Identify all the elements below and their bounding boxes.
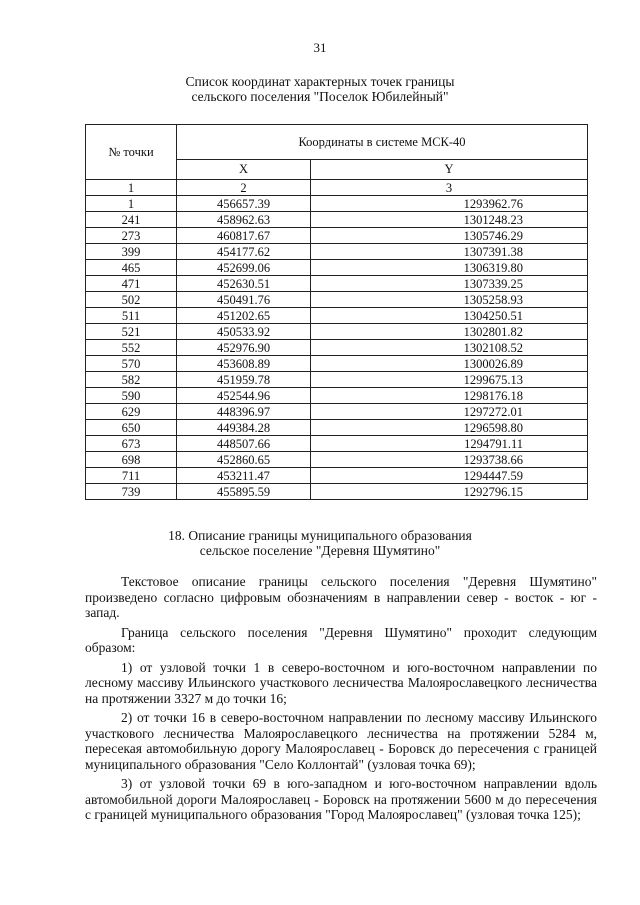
x-coordinate-cell: 449384.28 [177,420,311,436]
x-coordinate-cell: 452860.65 [177,452,311,468]
section-title-line-2: сельское поселение "Деревня Шумятино" [199,543,441,558]
x-coordinate-cell: 452630.51 [177,276,311,292]
x-coordinate-cell: 454177.62 [177,244,311,260]
section-title [0,528,640,558]
x-coordinate-cell: 452976.90 [177,340,311,356]
table-title-line-1: Список координат характерных точек границы [185,74,455,89]
y-coordinate-cell: 1304250.51 [311,308,588,324]
x-coordinate-cell: 452699.06 [177,260,311,276]
y-coordinate-cell: 1292796.15 [311,484,588,500]
y-coordinate-cell: 1302801.82 [311,324,588,340]
paragraph: 3) от узловой точки 69 в юго-западном и юго-восточном направлении вдоль автомобильной дороги Малоярославец - Боровск на протяжении 5600 м до пересечения с границей муниципального образования "Город Малоярославец" (узловая точка 125); [85,776,597,822]
y-coordinate-cell: 1299675.13 [311,372,588,388]
table-row [86,244,588,260]
point-number-cell: 570 [86,356,177,372]
table-row [86,388,588,404]
table-row [86,308,588,324]
index-cell-2: 2 [177,180,311,196]
paragraph: 1) от узловой точки 1 в северо-восточном и юго-восточном направлении по лесному массиву Ильинского участкового лесничества Малоярославецкого лесничества на протяжении 3327 м до точки 16; [85,659,597,706]
point-number-cell: 1 [86,196,177,212]
point-number-cell: 698 [86,452,177,468]
table-row [86,292,588,308]
point-number-cell: 629 [86,404,177,420]
table-row [86,228,588,244]
point-number-cell: 502 [86,292,177,308]
header-x: X [177,159,311,179]
point-number-cell: 650 [86,420,177,436]
point-number-cell: 471 [86,276,177,292]
table-row [86,356,588,372]
x-coordinate-cell: 460817.67 [177,228,311,244]
table-row [86,420,588,436]
table-row [86,196,588,212]
page-number: 31 [313,40,327,55]
x-coordinate-cell: 456657.39 [177,196,311,212]
point-number-cell: 521 [86,324,177,340]
table-row [86,212,588,228]
y-coordinate-cell: 1305258.93 [311,292,588,308]
y-coordinate-cell: 1307339.25 [311,276,588,292]
coordinates-table [85,124,588,500]
y-coordinate-cell: 1293962.76 [311,196,588,212]
table-row [86,468,588,484]
point-number-cell: 241 [86,212,177,228]
x-coordinate-cell: 451959.78 [177,372,311,388]
table-row [86,260,588,276]
x-coordinate-cell: 448507.66 [177,436,311,452]
x-coordinate-cell: 450533.92 [177,324,311,340]
x-coordinate-cell: 450491.76 [177,292,311,308]
table-row [86,340,588,356]
point-number-cell: 511 [86,308,177,324]
paragraph: 2) от точки 16 в северо-восточном направлении по лесному массиву Ильинского участкового лесничества Малоярославецкого лесничества на протяжении 5284 м, пересекая автомобильную дорогу Малоярославец - Боровск до пересечения с границей муниципального образования "Село Коллонтай" (узловая точка 69); [85,710,597,772]
point-number-cell: 399 [86,244,177,260]
table-row [86,324,588,340]
y-coordinate-cell: 1296598.80 [311,420,588,436]
y-coordinate-cell: 1294447.59 [311,468,588,484]
table-title-line-2: сельского поселения "Поселок Юбилейный" [191,89,449,104]
index-cell-3: 3 [311,180,588,196]
point-number-cell: 273 [86,228,177,244]
header-coordinates: Координаты в системе МСК-40 [177,125,588,160]
x-coordinate-cell: 451202.65 [177,308,311,324]
table-row [86,436,588,452]
section-title-line-1: 18. Описание границы муниципального образования [168,528,472,543]
y-coordinate-cell: 1300026.89 [311,356,588,372]
header-point-number: № точки [86,125,177,180]
y-coordinate-cell: 1306319.80 [311,260,588,276]
y-coordinate-cell: 1293738.66 [311,452,588,468]
y-coordinate-cell: 1302108.52 [311,340,588,356]
y-coordinate-cell: 1297272.01 [311,404,588,420]
point-number-cell: 590 [86,388,177,404]
table-row [86,404,588,420]
y-coordinate-cell: 1307391.38 [311,244,588,260]
y-coordinate-cell: 1298176.18 [311,388,588,404]
table-row [86,276,588,292]
point-number-cell: 739 [86,484,177,500]
index-cell-1: 1 [86,180,177,196]
x-coordinate-cell: 452544.96 [177,388,311,404]
x-coordinate-cell: 448396.97 [177,404,311,420]
point-number-cell: 673 [86,436,177,452]
table-row [86,452,588,468]
point-number-cell: 465 [86,260,177,276]
point-number-cell: 582 [86,372,177,388]
y-coordinate-cell: 1301248.23 [311,212,588,228]
table-row [86,372,588,388]
x-coordinate-cell: 453608.89 [177,356,311,372]
x-coordinate-cell: 453211.47 [177,468,311,484]
table-title [0,74,640,104]
header-y: Y [311,159,588,179]
x-coordinate-cell: 458962.63 [177,212,311,228]
x-coordinate-cell: 455895.59 [177,484,311,500]
boundary-description [85,574,597,827]
y-coordinate-cell: 1294791.11 [311,436,588,452]
coordinates-table-body [86,196,588,500]
paragraph: Текстовое описание границы сельского поселения "Деревня Шумятино" произведено согласно цифровым обозначениям в направлении север - восток - юг - запад. [85,574,597,620]
y-coordinate-cell: 1305746.29 [311,228,588,244]
point-number-cell: 552 [86,340,177,356]
paragraph: Граница сельского поселения "Деревня Шумятино" проходит следующим образом: [85,624,597,655]
point-number-cell: 711 [86,468,177,484]
table-row [86,484,588,500]
